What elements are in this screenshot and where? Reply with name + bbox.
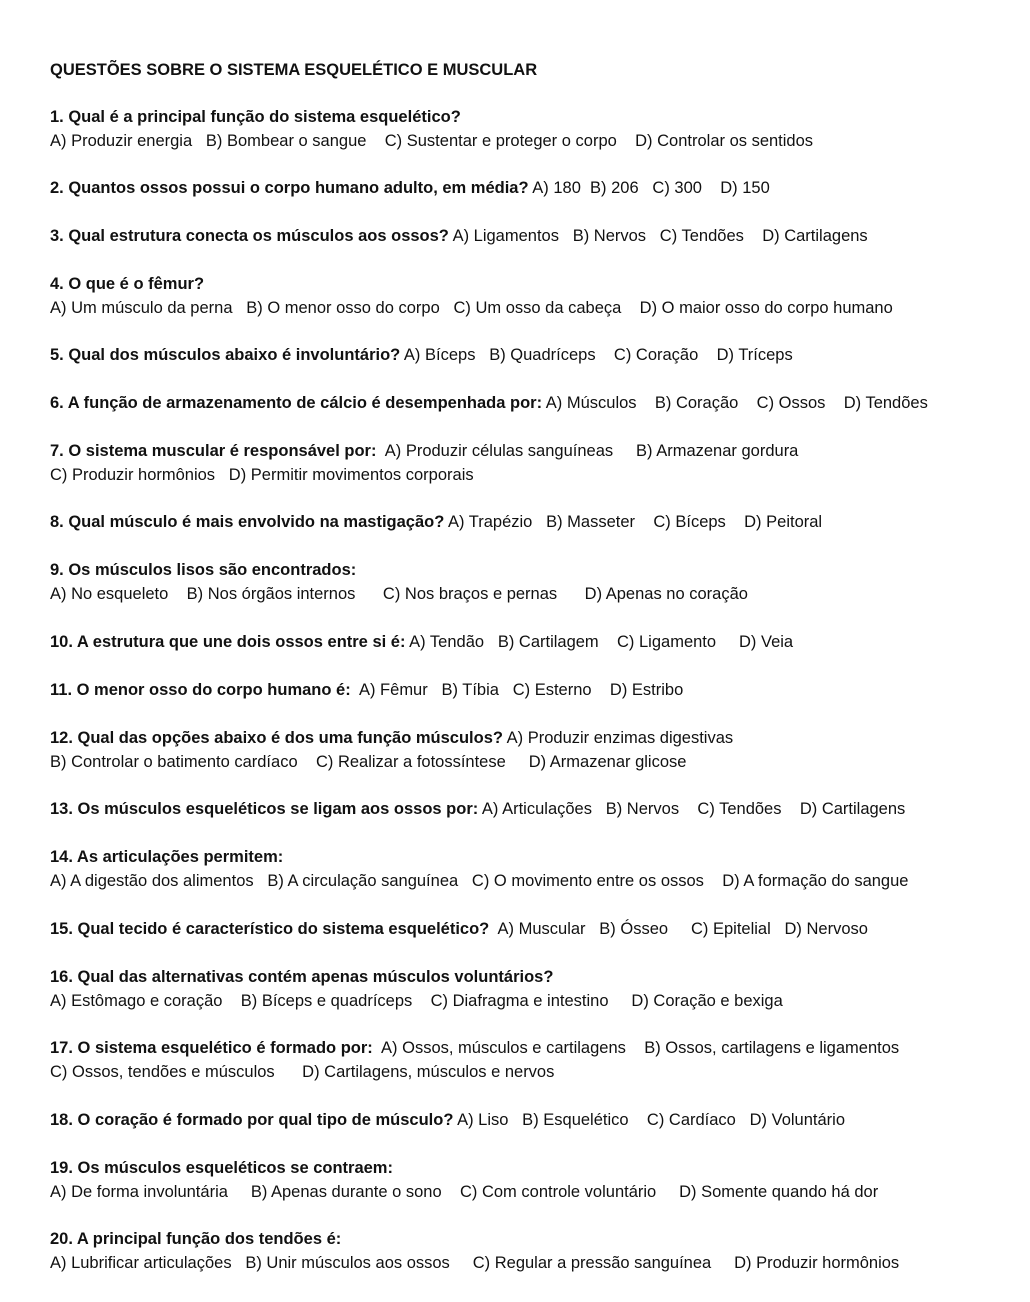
question-options: A) A digestão dos alimentos B) A circulação sanguínea C) O movimento entre os ossos D) A formação do sangue: [50, 872, 909, 890]
question-options-inline: A) Músculos B) Coração C) Ossos D) Tendões: [542, 394, 928, 412]
question-options-inline: A) Muscular B) Ósseo C) Epitelial D) Nervoso: [489, 920, 868, 938]
question-options: A) No esqueleto B) Nos órgãos internos C) Nos braços e pernas D) Apenas no coração: [50, 585, 748, 603]
question-options-inline: A) Bíceps B) Quadríceps C) Coração D) Tríceps: [400, 346, 793, 364]
question-line: [50, 917, 868, 941]
question-5: [50, 343, 793, 367]
question-10: [50, 630, 793, 654]
question-text: 18. O coração é formado por qual tipo de músculo?: [50, 1111, 454, 1129]
question-16: [50, 965, 783, 1013]
question-line: [50, 630, 793, 654]
question-options: A) Produzir energia B) Bombear o sangue C) Sustentar e proteger o corpo D) Controlar os sentidos: [50, 132, 814, 150]
question-options: C) Produzir hormônios D) Permitir movimentos corporais: [50, 466, 474, 484]
question-options-inline: A) Ossos, músculos e cartilagens B) Ossos, cartilagens e ligamentos: [372, 1039, 900, 1057]
question-options-inline: A) Liso B) Esquelético C) Cardíaco D) Voluntário: [453, 1111, 845, 1129]
question-text: 6. A função de armazenamento de cálcio é desempenhada por:: [50, 394, 543, 412]
question-options-inline: A) Fêmur B) Tíbia C) Esterno D) Estribo: [350, 681, 684, 699]
question-2: [50, 176, 770, 200]
question-line: [50, 558, 748, 582]
question-line: [50, 1227, 899, 1251]
question-line: [50, 1156, 878, 1180]
question-line: [50, 726, 733, 750]
question-text: 11. O menor osso do corpo humano é:: [50, 681, 351, 699]
question-17: [50, 1036, 899, 1084]
question-text: 5. Qual dos músculos abaixo é involuntário?: [50, 346, 401, 364]
question-text: 2. Quantos ossos possui o corpo humano adulto, em média?: [50, 179, 529, 197]
question-line: [50, 678, 683, 702]
question-options: A) Estômago e coração B) Bíceps e quadríceps C) Diafragma e intestino D) Coração e bexiga: [50, 992, 783, 1010]
question-8: [50, 510, 822, 534]
question-line: [50, 176, 770, 200]
question-line: [50, 965, 783, 989]
question-text: 20. A principal função dos tendões é:: [50, 1230, 342, 1248]
question-11: [50, 678, 683, 702]
question-options-inline: A) Trapézio B) Masseter C) Bíceps D) Peitoral: [444, 513, 823, 531]
question-20: [50, 1227, 899, 1275]
question-1: [50, 105, 813, 153]
question-text: 7. O sistema muscular é responsável por:: [50, 442, 377, 460]
question-text: 3. Qual estrutura conecta os músculos aos ossos?: [50, 227, 449, 245]
question-options-inline: A) Produzir enzimas digestivas: [502, 729, 734, 747]
question-line: [50, 105, 813, 129]
question-options: C) Ossos, tendões e músculos D) Cartilagens, músculos e nervos: [50, 1063, 555, 1081]
question-18: [50, 1108, 845, 1132]
question-13: [50, 797, 905, 821]
question-text: 15. Qual tecido é característico do sistema esquelético?: [50, 920, 490, 938]
question-line: [50, 1108, 845, 1132]
question-text: 8. Qual músculo é mais envolvido na mastigação?: [50, 513, 445, 531]
question-line: [50, 510, 822, 534]
question-text: 16. Qual das alternativas contém apenas músculos voluntários?: [50, 968, 554, 986]
question-line: [50, 439, 798, 463]
question-7: [50, 439, 798, 487]
question-options-inline: A) Articulações B) Nervos C) Tendões D) Cartilagens: [478, 800, 906, 818]
question-text: 9. Os músculos lisos são encontrados:: [50, 561, 357, 579]
question-text: 12. Qual das opções abaixo é dos uma função músculos?: [50, 729, 503, 747]
question-line: [50, 343, 793, 367]
question-line: [50, 272, 893, 296]
question-line: [50, 1036, 899, 1060]
question-line: [50, 797, 905, 821]
page-title: QUESTÕES SOBRE O SISTEMA ESQUELÉTICO E MUSCULAR: [50, 61, 538, 79]
question-line: [50, 845, 908, 869]
question-9: [50, 558, 748, 606]
question-line: [50, 391, 928, 415]
question-12: [50, 726, 733, 774]
question-text: 14. As articulações permitem:: [50, 848, 284, 866]
question-text: 10. A estrutura que une dois ossos entre si é:: [50, 633, 406, 651]
question-4: [50, 272, 893, 320]
question-line: [50, 224, 868, 248]
question-options-inline: A) 180 B) 206 C) 300 D) 150: [528, 179, 770, 197]
question-19: [50, 1156, 878, 1204]
question-text: 4. O que é o fêmur?: [50, 275, 205, 293]
question-options: A) Um músculo da perna B) O menor osso do corpo C) Um osso da cabeça D) O maior osso do corpo humano: [50, 299, 893, 317]
question-options-inline: A) Ligamentos B) Nervos C) Tendões D) Cartilagens: [448, 227, 868, 245]
question-text: 19. Os músculos esqueléticos se contraem:: [50, 1159, 393, 1177]
question-options-inline: A) Produzir células sanguíneas B) Armazenar gordura: [376, 442, 799, 460]
question-text: 1. Qual é a principal função do sistema esquelético?: [50, 108, 461, 126]
question-14: [50, 845, 908, 893]
question-6: [50, 391, 928, 415]
question-15: [50, 917, 868, 941]
question-text: 17. O sistema esquelético é formado por:: [50, 1039, 373, 1057]
question-options-inline: A) Tendão B) Cartilagem C) Ligamento D) Veia: [405, 633, 794, 651]
question-options: A) De forma involuntária B) Apenas durante o sono C) Com controle voluntário D) Somente quando há dor: [50, 1183, 879, 1201]
question-options: B) Controlar o batimento cardíaco C) Realizar a fotossíntese D) Armazenar glicose: [50, 753, 687, 771]
question-text: 13. Os músculos esqueléticos se ligam aos ossos por:: [50, 800, 479, 818]
question-options: A) Lubrificar articulações B) Unir músculos aos ossos C) Regular a pressão sanguínea D) Produzir hormônios: [50, 1254, 900, 1272]
question-3: [50, 224, 868, 248]
